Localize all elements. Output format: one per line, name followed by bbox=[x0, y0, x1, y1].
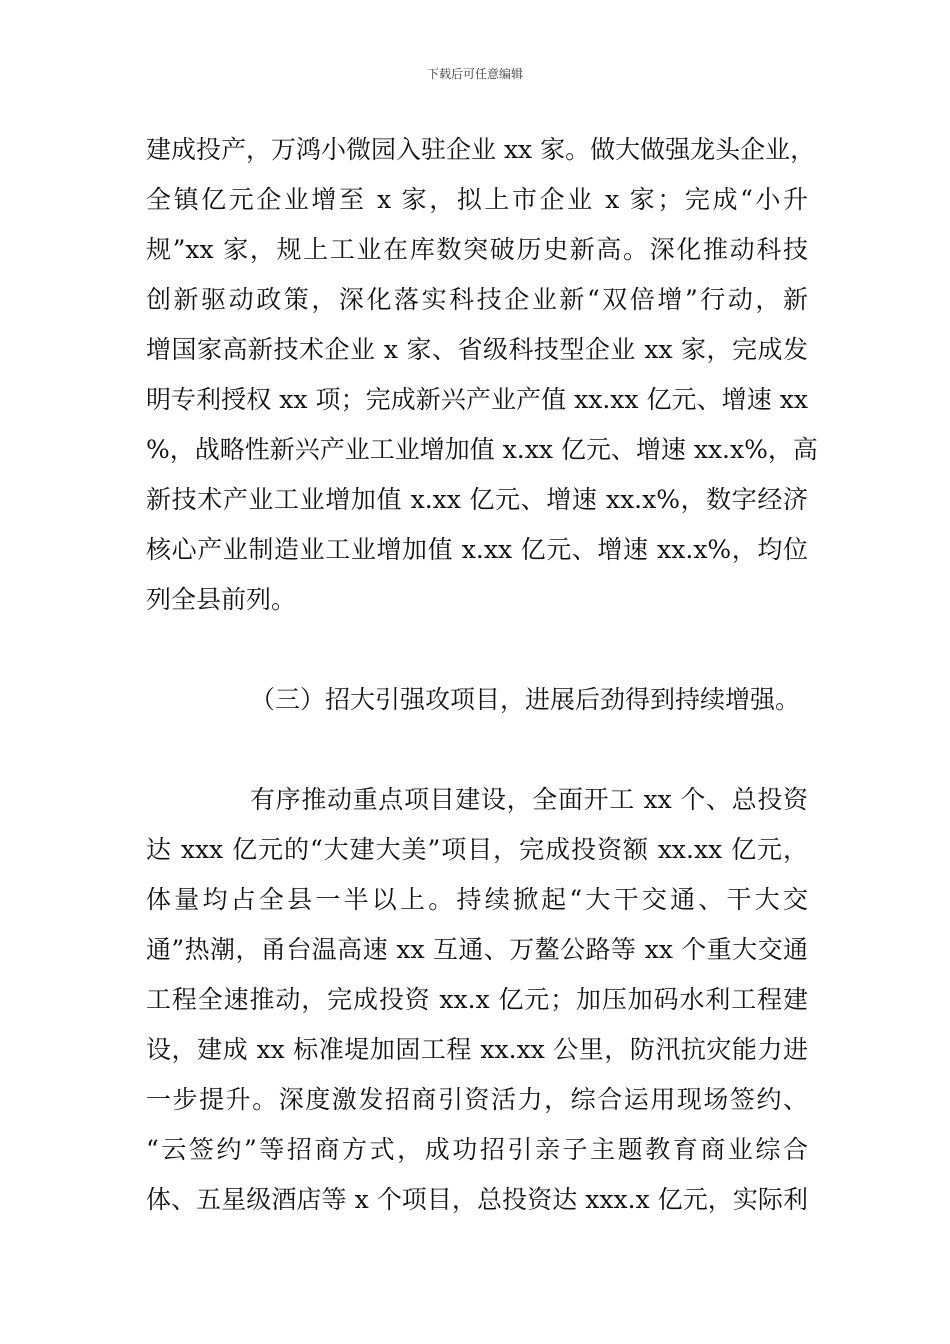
text-line: 列全县前列。 bbox=[146, 585, 297, 614]
text-line: 体、五星级酒店等 x 个项目，总投资达 xxx.x 亿元，实际利 bbox=[146, 1185, 808, 1214]
text-line: 新技术产业工业增加值 x.xx 亿元、增速 xx.x%，数字经济 bbox=[146, 485, 808, 514]
text-line: %，战略性新兴产业工业增加值 x.xx 亿元、增速 xx.x%，高 bbox=[146, 435, 818, 464]
text-line: 建成投产，万鸿小微园入驻企业 xx 家。做大做强龙头企业， bbox=[146, 135, 816, 164]
page-header: 下载后可任意编辑 bbox=[426, 67, 523, 81]
text-line: 体量均占全县一半以上。持续掀起“大干交通、干大交 bbox=[146, 885, 808, 914]
paragraph-2 bbox=[146, 775, 808, 1225]
text-line: 有序推动重点项目建设，全面开工 xx 个、总投资 bbox=[250, 785, 808, 814]
text-line: 核心产业制造业工业增加值 x.xx 亿元、增速 xx.x%，均位 bbox=[146, 535, 808, 564]
text-line: 设，建成 xx 标准堤加固工程 xx.xx 公里，防汛抗灾能力进 bbox=[146, 1035, 808, 1064]
text-line: “云签约”等招商方式，成功招引亲子主题教育商业综合 bbox=[146, 1135, 808, 1164]
text-line: 创新驱动政策，深化落实科技企业新“双倍增”行动，新 bbox=[146, 285, 808, 314]
paragraph-1 bbox=[146, 125, 818, 625]
text-line: 一步提升。深度激发招商引资活力，综合运用现场签约、 bbox=[146, 1085, 808, 1114]
paragraph-spacer bbox=[146, 725, 808, 775]
section-heading: （三）招大引强攻项目，进展后劲得到持续增强。 bbox=[250, 685, 801, 714]
text-line: 全镇亿元企业增至 x 家，拟上市企业 x 家；完成“小升 bbox=[146, 185, 808, 214]
text-line: 工程全速推动，完成投资 xx.x 亿元；加压加码水利工程建 bbox=[146, 985, 808, 1014]
text-line: 增国家高新技术企业 x 家、省级科技型企业 xx 家，完成发 bbox=[146, 335, 808, 364]
paragraph-spacer bbox=[146, 625, 808, 675]
document-body bbox=[146, 125, 818, 1225]
text-line: 达 xxx 亿元的“大建大美”项目，完成投资额 xx.xx 亿元， bbox=[146, 835, 808, 864]
text-line: 规”xx 家，规上工业在库数突破历史新高。深化推动科技 bbox=[146, 235, 808, 264]
text-line: 通”热潮，甬台温高速 xx 互通、万鳌公路等 xx 个重大交通 bbox=[146, 935, 808, 964]
text-line: 明专利授权 xx 项；完成新兴产业产值 xx.xx 亿元、增速 xx bbox=[146, 385, 808, 414]
